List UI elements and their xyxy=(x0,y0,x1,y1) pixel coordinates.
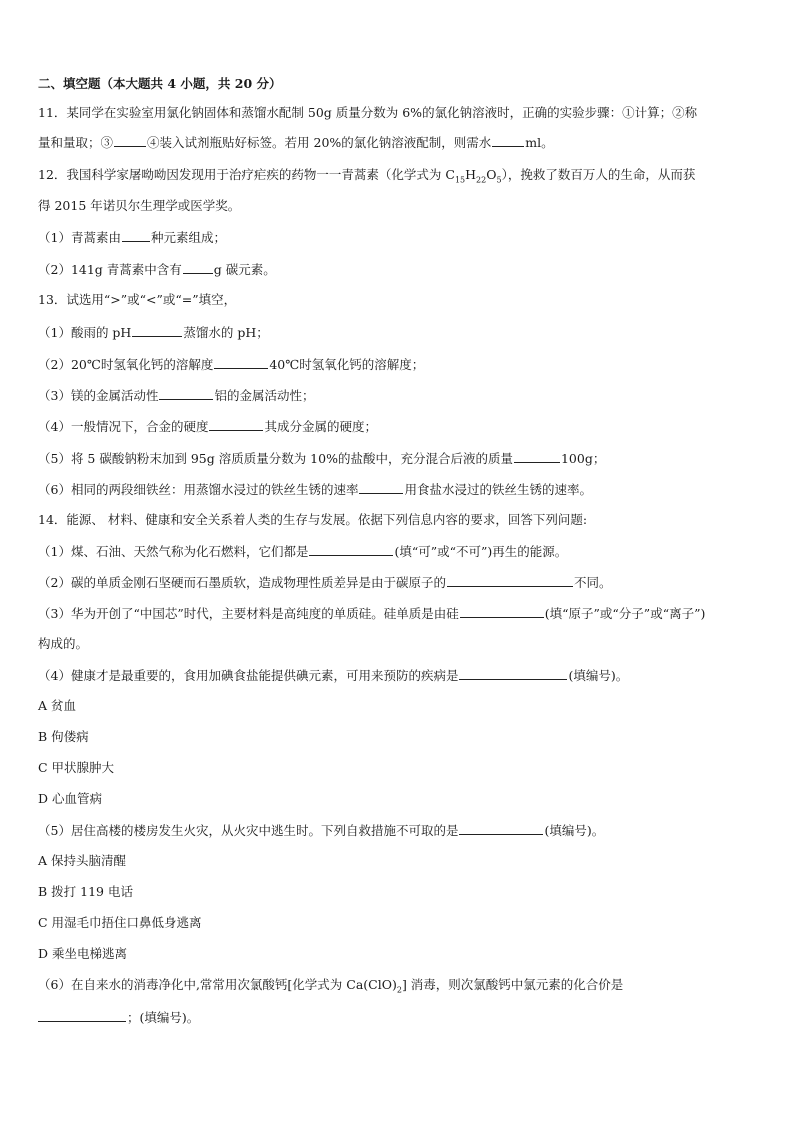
q13-p1-text-b: 蒸馏水的 pH； xyxy=(183,325,269,340)
q14-p4-option: A 贫血 xyxy=(38,698,77,713)
q13-p3-text-a: （3）镁的金属活动性 xyxy=(38,388,159,403)
q13-p3-text-b: 铝的金属活动性； xyxy=(214,388,315,403)
q14-blank-3[interactable] xyxy=(460,605,544,618)
q12-line1 xyxy=(38,167,695,183)
q12-line2: 得 2015 年诺贝尔生理学或医学奖。 xyxy=(38,198,241,213)
q14-p4-option: C 甲状腺肿大 xyxy=(38,760,115,775)
q14-part3-cont: 构成的。 xyxy=(38,636,89,651)
q14-part4 xyxy=(38,667,628,684)
q13-p4-text-a: （4）一般情况下，合金的硬度 xyxy=(38,419,209,434)
q12-text-a: 12．我国科学家屠呦呦因发现用于治疗疟疾的药物一一青蒿素（化学式为 C xyxy=(38,167,455,182)
q12-p1-text-b: 种元素组成； xyxy=(150,230,226,245)
q14-p6-text-a: （6）在自来水的消毒净化中,常常用次氯酸钙[化学式为 Ca(ClO) xyxy=(38,977,397,992)
q14-part3 xyxy=(38,605,705,622)
q13-intro: 13．试选用“>”或“<”或“=”填空， xyxy=(38,292,237,307)
q12-text-b: ），挽救了数百万人的生命，从而获 xyxy=(501,167,696,182)
q12-part1 xyxy=(38,229,226,246)
q13-p6-text-b: 用食盐水浸过的铁丝生锈的速率。 xyxy=(404,482,592,497)
q14-part1 xyxy=(38,543,567,560)
q13-part6 xyxy=(38,481,592,498)
q13-blank-2[interactable] xyxy=(214,356,268,369)
q14-p1-text-b: (填“可”或“不可”)再生的能源。 xyxy=(394,544,568,559)
q14-p6-text-c: ；(填编号)。 xyxy=(127,1010,200,1025)
q13-p4-text-b: 其成分金属的硬度； xyxy=(264,419,377,434)
q12-sub-h: 22 xyxy=(476,175,487,185)
q13-part1 xyxy=(38,324,269,341)
q13-blank-4[interactable] xyxy=(209,418,263,431)
q14-blank-6[interactable] xyxy=(38,1009,126,1022)
q13-blank-5[interactable] xyxy=(514,450,560,463)
q13-part5 xyxy=(38,450,605,467)
q14-p1-text-a: （1）煤、石油、天然气称为化石燃料，它们都是 xyxy=(38,544,309,559)
q11-text-c: ml。 xyxy=(525,135,554,150)
q11-blank-step3[interactable] xyxy=(114,134,146,147)
q14-blank-5[interactable] xyxy=(459,822,543,835)
q14-p2-text-a: （2）碳的单质金刚石坚硬而石墨质软，造成物理性质差异是由于碳原子的 xyxy=(38,575,446,590)
q13-part2 xyxy=(38,356,424,373)
q13-p2-text-a: （2）20℃时氢氧化钙的溶解度 xyxy=(38,357,214,372)
q14-p5-option: A 保持头脑清醒 xyxy=(38,853,127,868)
q14-p6-text-b: ] 消毒，则次氯酸钙中氯元素的化合价是 xyxy=(401,977,624,992)
q13-part3 xyxy=(38,387,314,404)
q13-part4 xyxy=(38,418,377,435)
q12-blank-carbon[interactable] xyxy=(183,261,213,274)
q13-p6-text-a: （6）相同的两段细铁丝：用蒸馏水浸过的铁丝生锈的速率 xyxy=(38,482,359,497)
q11-text-b: ④装入试剂瓶贴好标签。若用 20%的氯化钠溶液配制，则需水 xyxy=(147,135,492,150)
q12-sub-c: 15 xyxy=(454,175,466,185)
q12-blank-elements[interactable] xyxy=(122,229,150,242)
q14-intro: 14．能源、 材料、健康和安全关系着人类的生存与发展。依据下列信息内容的要求，回答下列问题: xyxy=(38,512,588,527)
q13-blank-1[interactable] xyxy=(132,324,182,337)
q14-p4-text-b: (填编号)。 xyxy=(568,668,629,683)
q14-p4-text-a: （4）健康才是最重要的，食用加碘食盐能提供碘元素，可用来预防的疾病是 xyxy=(38,668,459,683)
q12-p2-text-b: g 碳元素。 xyxy=(213,262,276,277)
q14-part6-cont xyxy=(38,1009,199,1026)
q14-p3-text-b: (填“原子”或“分子”或“离子”) xyxy=(544,606,706,621)
q14-p5-option: D 乘坐电梯逃离 xyxy=(38,946,127,961)
q12-part2 xyxy=(38,261,276,278)
q13-p1-text-a: （1）酸雨的 pH xyxy=(38,325,132,340)
q12-p1-text-a: （1）青蒿素由 xyxy=(38,230,121,245)
q11-line2 xyxy=(38,134,554,151)
q13-p5-text-a: （5）将 5 碳酸钠粉末加到 95g 溶质质量分数为 10%的盐酸中，充分混合后液的质量 xyxy=(38,451,513,466)
q12-sub-o: 5 xyxy=(496,175,502,185)
q14-p6-sub: 2 xyxy=(396,985,402,995)
q14-part6 xyxy=(38,977,623,993)
q13-blank-3[interactable] xyxy=(159,387,213,400)
q14-p3-text-a: （3）华为开创了“中国芯”时代，主要材料是高纯度的单质硅。硅单质是由硅 xyxy=(38,606,459,621)
q14-blank-4[interactable] xyxy=(459,667,567,680)
q12-p2-text-a: （2）141g 青蒿素中含有 xyxy=(38,262,182,277)
q14-p4-option: D 心血管病 xyxy=(38,791,102,806)
q14-blank-1[interactable] xyxy=(309,543,393,556)
q12-text-o: O xyxy=(486,167,497,182)
q14-p5-option: C 用湿毛巾捂住口鼻低身逃离 xyxy=(38,915,202,930)
section-title: 二、填空题（本大题共 4 小题，共 20 分） xyxy=(38,76,282,91)
q13-p2-text-b: 40℃时氢氧化钙的溶解度； xyxy=(269,357,425,372)
q14-p5-text-a: （5）居住高楼的楼房发生火灾，从火灾中逃生时。下列自救措施不可取的是 xyxy=(38,823,459,838)
q13-blank-6[interactable] xyxy=(359,481,403,494)
q14-part5 xyxy=(38,822,604,839)
q14-blank-2[interactable] xyxy=(447,574,573,587)
q14-p5-option: B 拨打 119 电话 xyxy=(38,884,133,899)
q12-text-h: H xyxy=(465,167,477,182)
q11-line1: 11．某同学在实验室用氯化钠固体和蒸馏水配制 50g 质量分数为 6%的氯化钠溶液时，正确的实验步骤：①计算；②称 xyxy=(38,105,698,120)
q14-p2-text-b: 不同。 xyxy=(573,575,612,590)
q14-p4-option: B 佝偻病 xyxy=(38,729,89,744)
q14-part2 xyxy=(38,574,611,591)
q13-p5-text-b: 100g； xyxy=(560,451,606,466)
q14-p5-text-b: (填编号)。 xyxy=(544,823,605,838)
q11-text-a: 量和量取；③ xyxy=(38,135,114,150)
q11-blank-water[interactable] xyxy=(492,134,524,147)
